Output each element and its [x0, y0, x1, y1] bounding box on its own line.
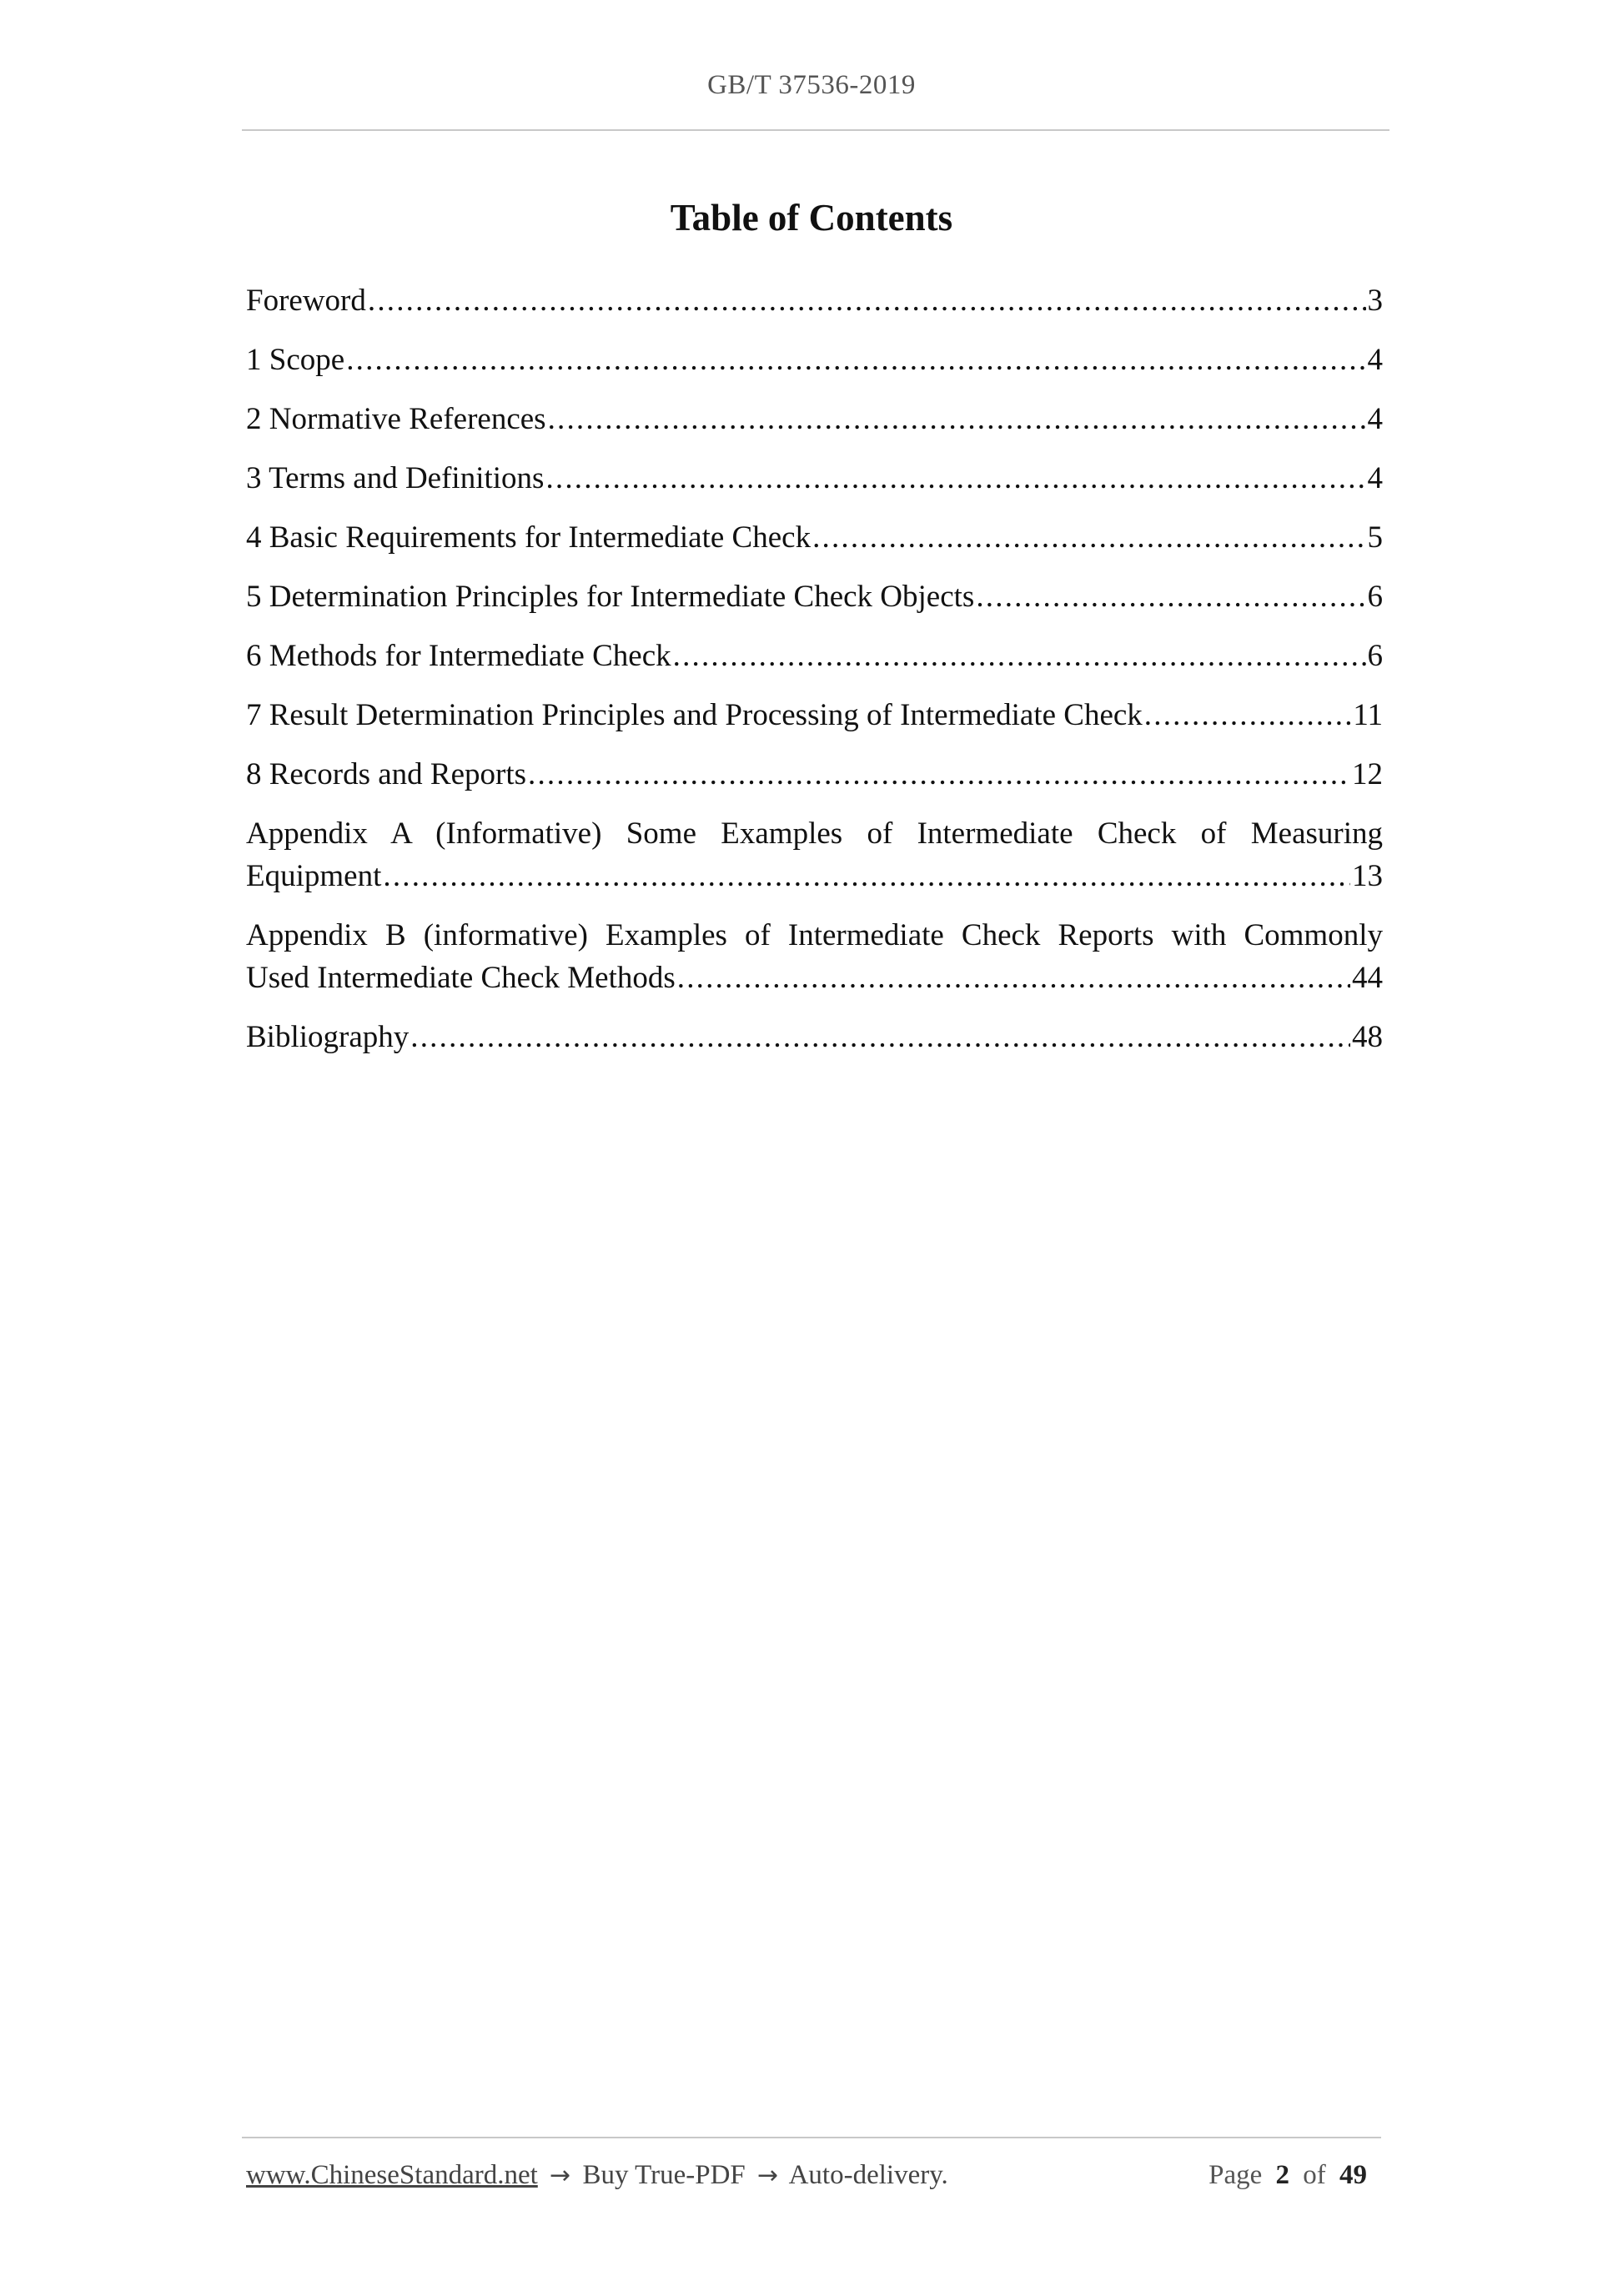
toc-entry-label: 1 Scope	[246, 343, 345, 377]
header-divider	[242, 129, 1389, 131]
toc-entry-page: 4	[1367, 461, 1383, 495]
toc-entry-basic-requirements[interactable]	[246, 516, 1383, 559]
toc-entry-page: 12	[1352, 757, 1383, 791]
page-number	[1208, 2160, 1374, 2191]
dot-leader	[368, 279, 1366, 322]
dot-leader	[548, 398, 1366, 440]
toc-entry-page: 6	[1367, 639, 1383, 673]
dot-leader	[346, 339, 1365, 381]
dot-leader	[545, 457, 1365, 500]
toc-entry-terms-definitions[interactable]	[246, 457, 1383, 500]
toc-entry-page: 4	[1367, 402, 1383, 436]
toc-entry-page: 44	[1352, 961, 1383, 995]
toc-entry-label-line1: Appendix A (Informative) Some Examples of Intermediate Check of Measuring	[246, 816, 1383, 851]
toc-entry-page: 3	[1367, 284, 1383, 318]
toc-entry-label-line2: Equipment	[246, 859, 382, 893]
toc-entry-label: 4 Basic Requirements for Intermediate Check	[246, 520, 812, 555]
buy-text: Buy True-PDF	[582, 2160, 746, 2190]
page-prefix: Page	[1208, 2160, 1263, 2190]
toc-title: Table of Contents	[670, 197, 953, 239]
toc-entry-label: 5 Determination Principles for Intermediate Check Objects	[246, 580, 975, 614]
table-of-contents	[246, 279, 1383, 1075]
toc-entry-label: Foreword	[246, 284, 366, 318]
page-of: of	[1303, 2160, 1326, 2190]
right-arrow-icon: →	[550, 2161, 571, 2190]
dot-leader	[673, 635, 1366, 677]
toc-entry-page: 13	[1352, 859, 1383, 893]
toc-entry-label: 7 Result Determination Principles and Processing of Intermediate Check	[246, 698, 1143, 732]
document-id-header: GB/T 37536-2019	[707, 70, 916, 100]
dot-leader	[383, 855, 1350, 897]
toc-entry-label: Bibliography	[246, 1020, 410, 1054]
delivery-text: Auto-delivery.	[788, 2160, 948, 2190]
right-arrow-icon: →	[757, 2161, 779, 2190]
toc-entry-records-reports[interactable]	[246, 753, 1383, 796]
toc-entry-page: 6	[1367, 580, 1383, 614]
footer-divider	[242, 2137, 1381, 2138]
toc-entry-page: 5	[1367, 520, 1383, 555]
page-current: 2	[1275, 2160, 1289, 2190]
dot-leader	[1144, 694, 1352, 736]
toc-entry-determination-principles[interactable]	[246, 575, 1383, 618]
page-total: 49	[1339, 2160, 1367, 2190]
toc-entry-page: 4	[1367, 343, 1383, 377]
toc-entry-label: 2 Normative References	[246, 402, 546, 436]
toc-entry-page: 48	[1352, 1020, 1383, 1054]
toc-entry-label: 6 Methods for Intermediate Check	[246, 639, 671, 673]
toc-entry-scope[interactable]	[246, 339, 1383, 381]
dot-leader	[976, 575, 1365, 618]
toc-entry-appendix-b[interactable]	[246, 914, 1383, 999]
toc-entry-bibliography[interactable]	[246, 1016, 1383, 1058]
toc-entry-methods[interactable]	[246, 635, 1383, 677]
toc-entry-label: 8 Records and Reports	[246, 757, 527, 791]
dot-leader	[812, 516, 1365, 559]
toc-entry-normative-references[interactable]	[246, 398, 1383, 440]
toc-entry-result-determination[interactable]	[246, 694, 1383, 736]
footer-promo	[246, 2160, 948, 2191]
toc-entry-foreword[interactable]	[246, 279, 1383, 322]
site-link[interactable]: www.ChineseStandard.net	[246, 2160, 538, 2190]
toc-entry-appendix-a[interactable]	[246, 812, 1383, 897]
toc-entry-label-line2: Used Intermediate Check Methods	[246, 961, 676, 995]
toc-entry-label-line1: Appendix B (informative) Examples of Intermediate Check Reports with Commonly	[246, 918, 1383, 952]
dot-leader	[410, 1016, 1350, 1058]
toc-entry-label: 3 Terms and Definitions	[246, 461, 545, 495]
toc-entry-page: 11	[1353, 698, 1383, 732]
dot-leader	[528, 753, 1350, 796]
dot-leader	[677, 957, 1350, 999]
